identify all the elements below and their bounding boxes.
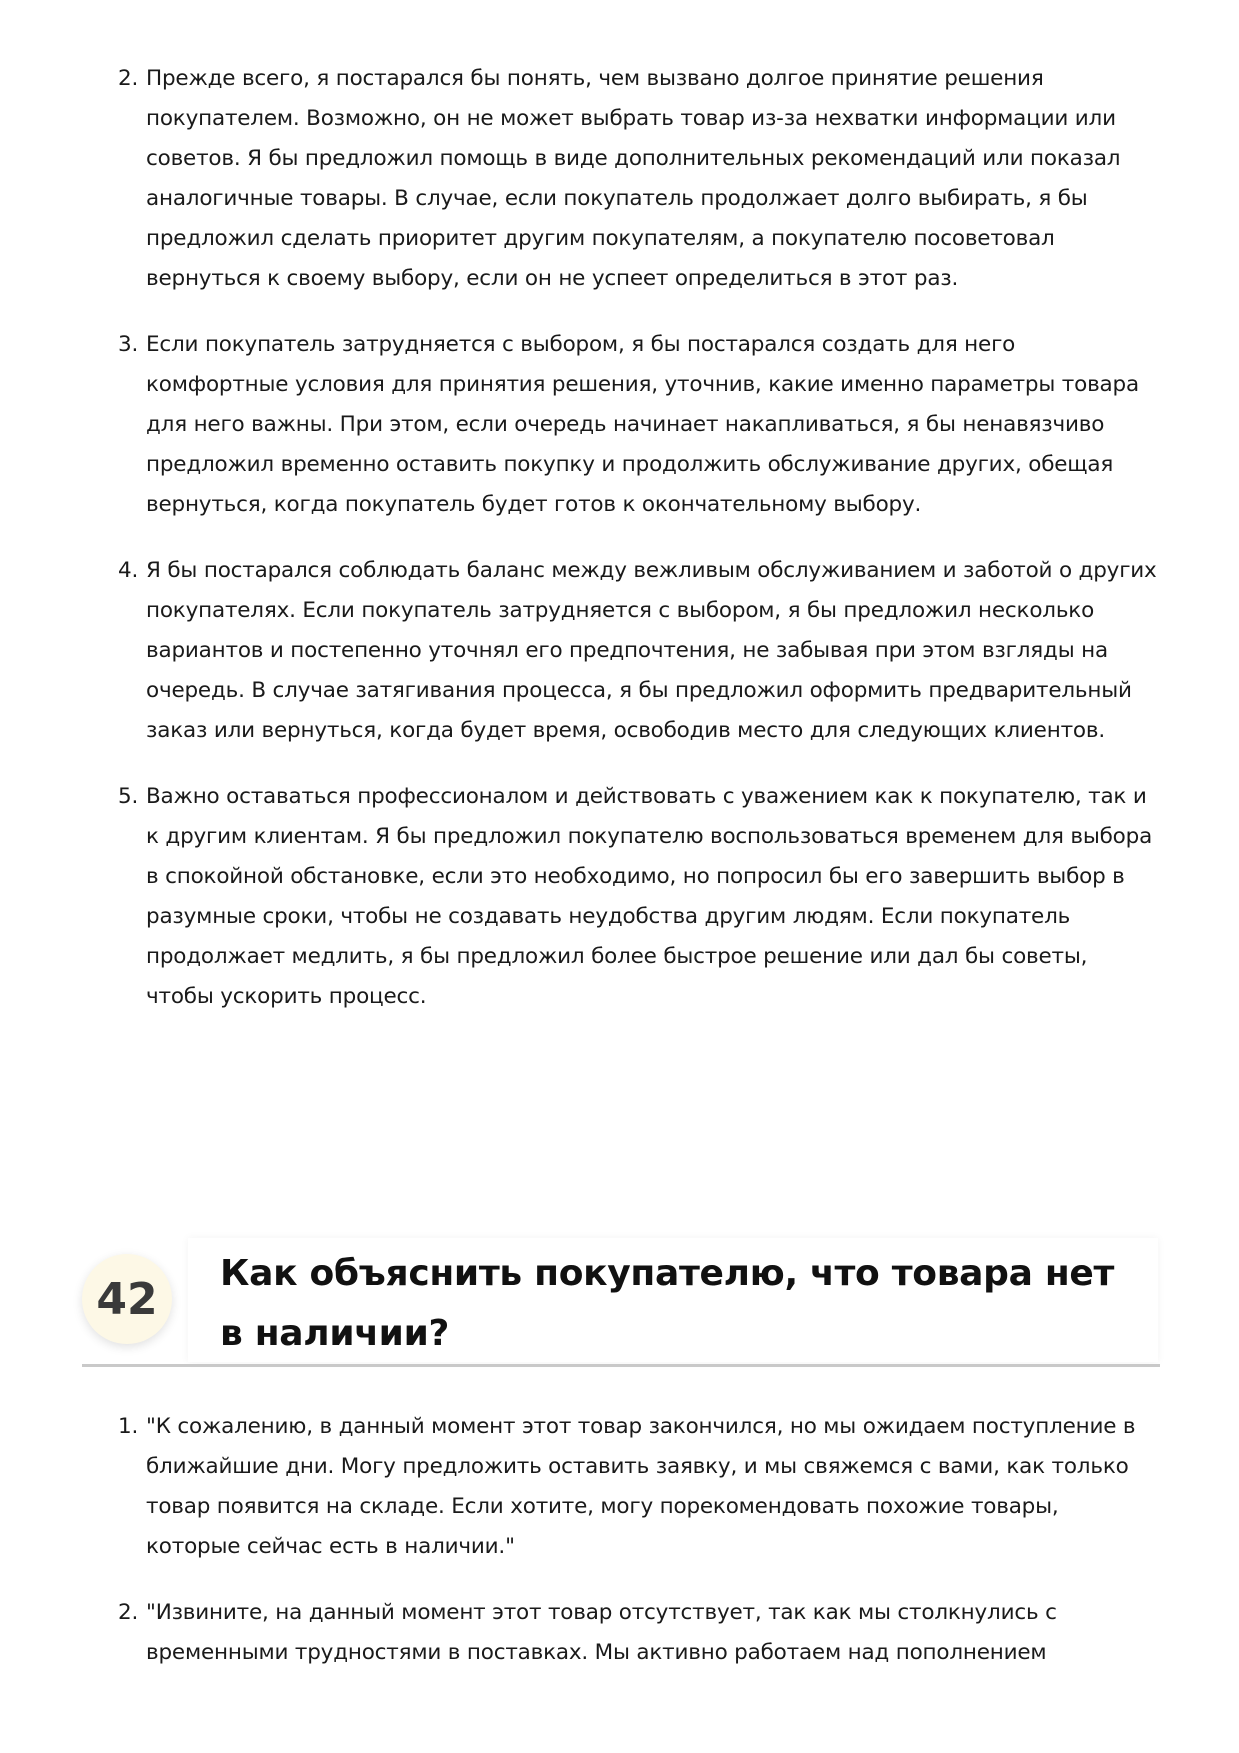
list-item	[118, 777, 1158, 1017]
list-item-text: Если покупатель затрудняется с выбором, я бы постарался создать для него комфортные условия для принятия решения, уточнив, какие именно параметры товара для него важны. При этом, если очередь начинает накапливаться, я бы ненавязчиво предложил временно оставить покупку и продолжить обслуживание других, обещая вернуться, когда покупатель будет готов к окончательному выбору.	[146, 332, 1139, 517]
list-item-number: 1.	[118, 1414, 139, 1439]
divider	[82, 1364, 1160, 1367]
question-number-badge: 42	[82, 1254, 172, 1344]
list-item-number: 4.	[118, 558, 139, 583]
list-item-text: Прежде всего, я постарался бы понять, чем вызвано долгое принятие решения покупателем. Возможно, он не может выбрать товар из-за нехватки информации или советов. Я бы предложил помощь в виде дополнительных рекомендаций или показал аналогичные товары. В случае, если покупатель продолжает долго выбирать, я бы предложил сделать приоритет другим покупателям, а покупателю посоветовал вернуться к своему выбору, если он не успеет определиться в этот раз.	[146, 66, 1121, 291]
list-item	[118, 59, 1158, 299]
list-item-number: 2.	[118, 1600, 139, 1625]
list-item	[118, 1593, 1158, 1673]
question-header	[80, 1238, 1160, 1368]
question-title: Как объяснить покупателю, что товара нет в наличии?	[220, 1253, 1115, 1354]
list-item-number: 5.	[118, 784, 139, 809]
list-item	[118, 325, 1158, 525]
list-item-text: Я бы постарался соблюдать баланс между вежливым обслуживанием и заботой о других покупателях. Если покупатель затрудняется с выбором, я бы предложил несколько вариантов и постепенно уточнял его предпочтения, не забывая при этом взгляды на очередь. В случае затягивания процесса, я бы предложил оформить предварительный заказ или вернуться, когда будет время, освободив место для следующих клиентов.	[146, 558, 1157, 743]
list-item-text: "К сожалению, в данный момент этот товар закончился, но мы ожидаем поступление в ближайшие дни. Могу предложить оставить заявку, и мы свяжемся с вами, как только товар появится на складе. Если хотите, могу порекомендовать похожие товары, которые сейчас есть в наличии."	[146, 1414, 1136, 1559]
list-item-text: Важно оставаться профессионалом и действовать с уважением как к покупателю, так и к другим клиентам. Я бы предложил покупателю воспользоваться временем для выбора в спокойной обстановке, если это необходимо, но попросил бы его завершить выбор в разумные сроки, чтобы не создавать неудобства другим людям. Если покупатель продолжает медлить, я бы предложил более быстрое решение или дал бы советы, чтобы ускорить процесс.	[146, 784, 1153, 1009]
list-item	[118, 1407, 1158, 1567]
answer-list	[118, 59, 1158, 1043]
list-item-number: 3.	[118, 332, 139, 357]
list-item	[118, 551, 1158, 751]
list-item-number: 2.	[118, 66, 139, 91]
list-item-text: "Извините, на данный момент этот товар отсутствует, так как мы столкнулись с временными трудностями в поставках. Мы активно работаем над пополнением	[146, 1600, 1057, 1665]
answer-list	[118, 1407, 1158, 1699]
